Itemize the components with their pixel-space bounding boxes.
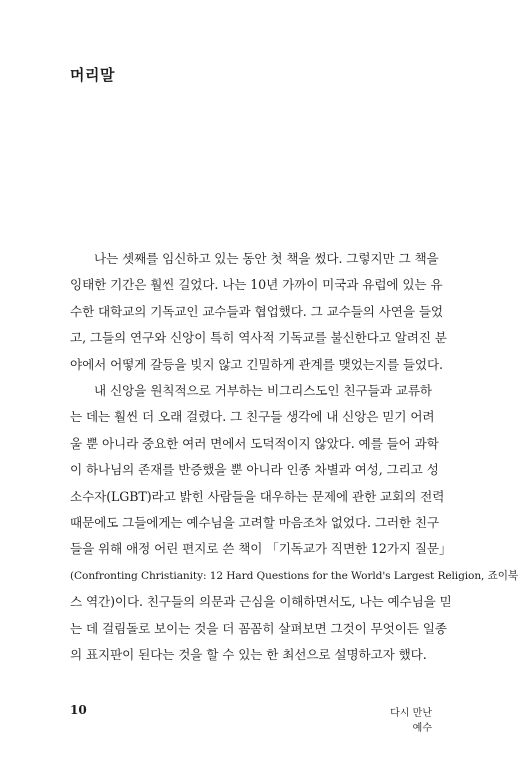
body-text bbox=[70, 246, 518, 669]
text-line: 수한 대학교의 기독교인 교수들과 협업했다. 그 교수들의 사연을 들었 bbox=[70, 303, 443, 319]
text-line: 의 표지판이 된다는 것을 할 수 있는 한 최선으로 설명하고자 했다. bbox=[70, 647, 427, 663]
text-line: 잉태한 기간은 훨씬 길었다. 나는 10년 가까이 미국과 유럽에 있는 유 bbox=[70, 277, 443, 293]
paragraph-1 bbox=[70, 246, 447, 378]
text-line: 내 신앙을 원칙적으로 거부하는 비그리스도인 친구들과 교류하 bbox=[94, 383, 432, 399]
page-number: 10 bbox=[70, 703, 87, 717]
text-line: 야에서 어떻게 갈등을 빚지 않고 긴밀하게 관계를 맺었는지를 들었다. bbox=[70, 356, 443, 372]
text-line: 스 역간)이다. 친구들의 의문과 근심을 이해하면서도, 나는 예수님을 믿 bbox=[70, 594, 452, 610]
chapter-heading: 머리말 bbox=[70, 66, 115, 84]
paragraph-2 bbox=[70, 378, 518, 668]
text-line: 울 뿐 아니라 중요한 여러 면에서 도덕적이지 않았다. 예를 들어 과학 bbox=[70, 435, 439, 451]
running-title: 다시 만난 예수 bbox=[390, 708, 432, 734]
text-line: 는 데는 훨씬 더 오래 걸렸다. 그 친구들 생각에 내 신앙은 믿기 어려 bbox=[70, 409, 435, 425]
text-line-english-title: (Confronting Christianity: 12 Hard Questions for the World's Largest Religion, 죠이북 bbox=[70, 569, 518, 582]
text-line: 소수자(LGBT)라고 밝힌 사람들을 대우하는 문제에 관한 교회의 전력 bbox=[70, 488, 445, 504]
text-line: 고, 그들의 연구와 신앙이 특히 역사적 기독교를 불신한다고 알려진 분 bbox=[70, 330, 447, 346]
text-line: 나는 셋째를 임신하고 있는 동안 첫 책을 썼다. 그렇지만 그 책을 bbox=[94, 251, 439, 266]
text-line: 는 데 걸림돌로 보이는 것을 더 꼼꼼히 살펴보면 그것이 무엇이든 일종 bbox=[70, 620, 447, 636]
text-line: 때문에도 그들에게는 예수님을 고려할 마음조차 없었다. 그러한 친구 bbox=[70, 515, 440, 531]
text-line: 이 하나님의 존재를 반증했을 뿐 아니라 인종 차별과 여성, 그리고 성 bbox=[70, 462, 439, 478]
text-line: 들을 위해 애정 어린 편지로 쓴 책이 「기독교가 직면한 12가지 질문」 bbox=[70, 541, 452, 557]
